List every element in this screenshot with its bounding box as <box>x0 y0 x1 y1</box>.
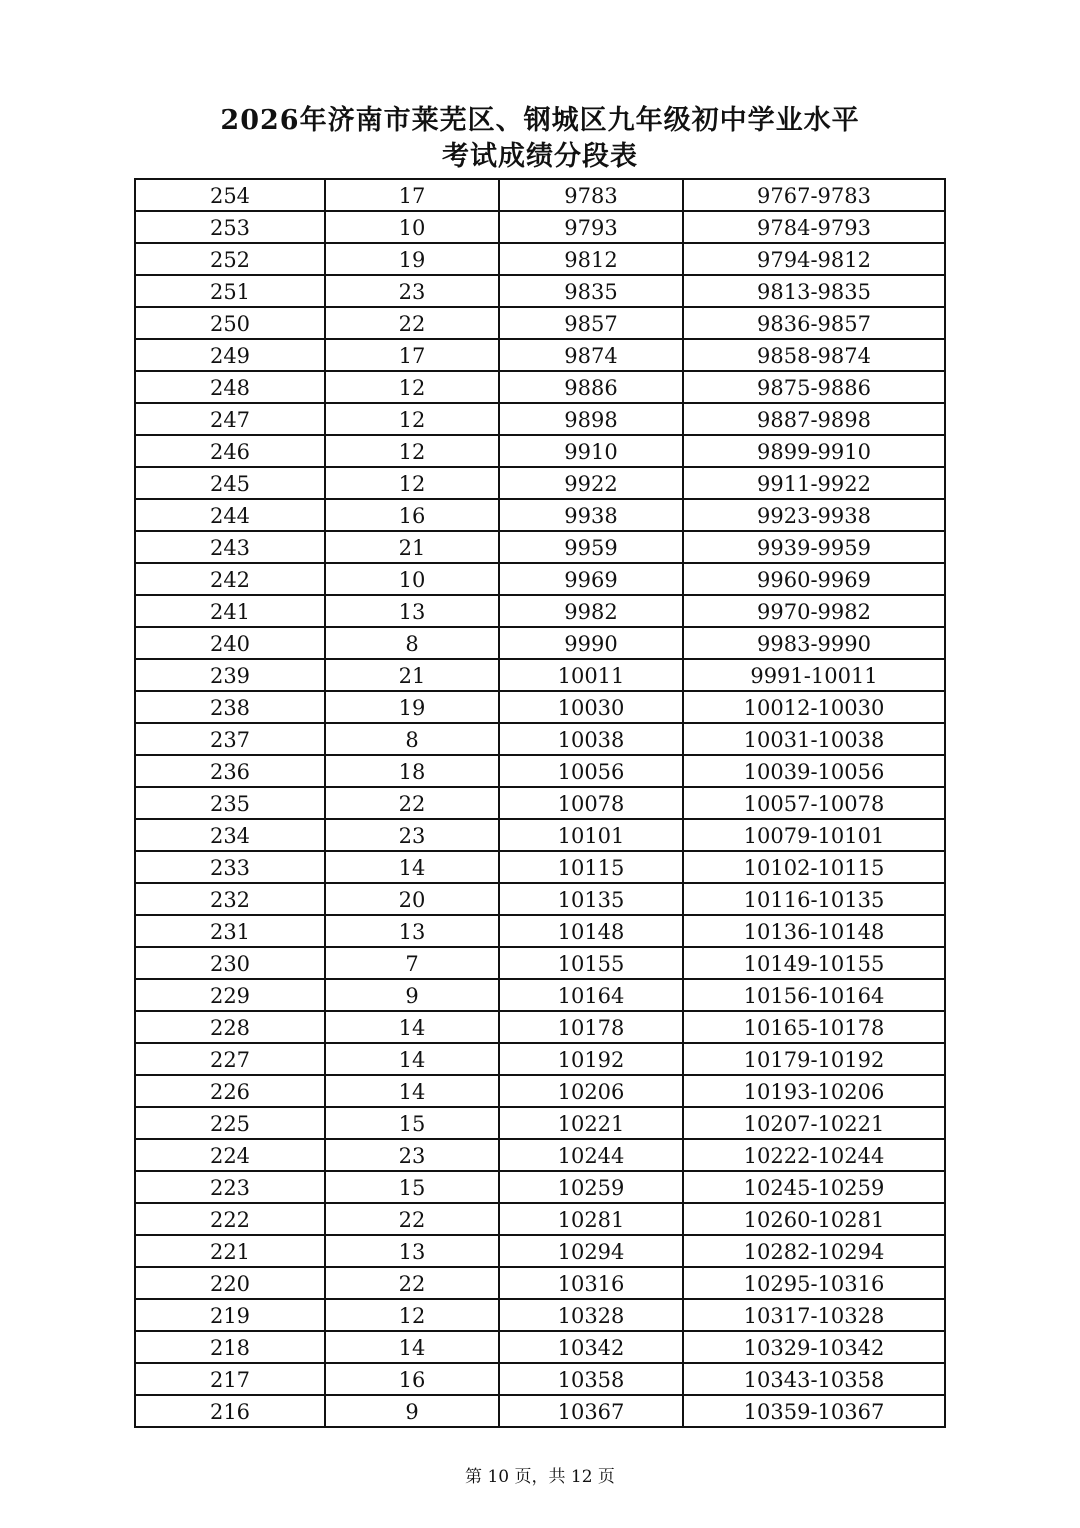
table-row <box>135 403 945 435</box>
count-cell: 12 <box>325 435 499 467</box>
rank-range-cell: 9899-9910 <box>683 435 945 467</box>
score-cell: 223 <box>135 1171 325 1203</box>
table-row <box>135 1043 945 1075</box>
table-row <box>135 1395 945 1427</box>
score-cell: 234 <box>135 819 325 851</box>
cumulative-cell: 10155 <box>499 947 683 979</box>
rank-range-cell: 10156-10164 <box>683 979 945 1011</box>
table-row <box>135 915 945 947</box>
cumulative-cell: 10011 <box>499 659 683 691</box>
count-cell: 15 <box>325 1107 499 1139</box>
table-row <box>135 691 945 723</box>
rank-range-cell: 10179-10192 <box>683 1043 945 1075</box>
score-cell: 241 <box>135 595 325 627</box>
table-row <box>135 243 945 275</box>
table-row <box>135 787 945 819</box>
document-title-line1: 2026年济南市莱芜区、钢城区九年级初中学业水平 <box>220 105 860 136</box>
cumulative-cell: 9857 <box>499 307 683 339</box>
count-cell: 12 <box>325 371 499 403</box>
cumulative-cell: 9812 <box>499 243 683 275</box>
count-cell: 23 <box>325 819 499 851</box>
count-cell: 12 <box>325 403 499 435</box>
score-cell: 218 <box>135 1331 325 1363</box>
score-cell: 250 <box>135 307 325 339</box>
table-row <box>135 371 945 403</box>
cumulative-cell: 9910 <box>499 435 683 467</box>
table-row <box>135 531 945 563</box>
table-row <box>135 595 945 627</box>
count-cell: 22 <box>325 307 499 339</box>
rank-range-cell: 10329-10342 <box>683 1331 945 1363</box>
table-row <box>135 627 945 659</box>
table-row <box>135 947 945 979</box>
table-row <box>135 755 945 787</box>
table-row <box>135 275 945 307</box>
table-row <box>135 979 945 1011</box>
cumulative-cell: 10078 <box>499 787 683 819</box>
count-cell: 13 <box>325 595 499 627</box>
table-row <box>135 1171 945 1203</box>
rank-range-cell: 10282-10294 <box>683 1235 945 1267</box>
table-row <box>135 883 945 915</box>
score-cell: 216 <box>135 1395 325 1427</box>
score-cell: 254 <box>135 179 325 211</box>
page-footer: 第 10 页，共 12 页 <box>465 1467 615 1487</box>
score-cell: 236 <box>135 755 325 787</box>
score-cell: 233 <box>135 851 325 883</box>
score-cell: 225 <box>135 1107 325 1139</box>
cumulative-cell: 9886 <box>499 371 683 403</box>
score-cell: 253 <box>135 211 325 243</box>
cumulative-cell: 9793 <box>499 211 683 243</box>
cumulative-cell: 9874 <box>499 339 683 371</box>
rank-range-cell: 9923-9938 <box>683 499 945 531</box>
cumulative-cell: 10148 <box>499 915 683 947</box>
count-cell: 18 <box>325 755 499 787</box>
cumulative-cell: 10316 <box>499 1267 683 1299</box>
rank-range-cell: 10359-10367 <box>683 1395 945 1427</box>
rank-range-cell: 10057-10078 <box>683 787 945 819</box>
count-cell: 23 <box>325 275 499 307</box>
table-row <box>135 1139 945 1171</box>
count-cell: 14 <box>325 1011 499 1043</box>
rank-range-cell: 10012-10030 <box>683 691 945 723</box>
rank-range-cell: 9911-9922 <box>683 467 945 499</box>
rank-range-cell: 10260-10281 <box>683 1203 945 1235</box>
cumulative-cell: 10342 <box>499 1331 683 1363</box>
rank-range-cell: 9813-9835 <box>683 275 945 307</box>
score-cell: 221 <box>135 1235 325 1267</box>
rank-range-cell: 10031-10038 <box>683 723 945 755</box>
rank-range-cell: 10222-10244 <box>683 1139 945 1171</box>
count-cell: 12 <box>325 1299 499 1331</box>
table-row <box>135 1267 945 1299</box>
count-cell: 14 <box>325 1331 499 1363</box>
table-row <box>135 307 945 339</box>
score-cell: 237 <box>135 723 325 755</box>
score-cell: 217 <box>135 1363 325 1395</box>
score-cell: 244 <box>135 499 325 531</box>
count-cell: 21 <box>325 659 499 691</box>
score-cell: 246 <box>135 435 325 467</box>
cumulative-cell: 10294 <box>499 1235 683 1267</box>
cumulative-cell: 10328 <box>499 1299 683 1331</box>
rank-range-cell: 10149-10155 <box>683 947 945 979</box>
score-cell: 251 <box>135 275 325 307</box>
table-row <box>135 1235 945 1267</box>
score-cell: 248 <box>135 371 325 403</box>
cumulative-cell: 9898 <box>499 403 683 435</box>
table-row <box>135 467 945 499</box>
table-row <box>135 1203 945 1235</box>
cumulative-cell: 10192 <box>499 1043 683 1075</box>
rank-range-cell: 10343-10358 <box>683 1363 945 1395</box>
table-row <box>135 1331 945 1363</box>
count-cell: 9 <box>325 979 499 1011</box>
table-row <box>135 499 945 531</box>
cumulative-cell: 10164 <box>499 979 683 1011</box>
score-cell: 243 <box>135 531 325 563</box>
score-cell: 229 <box>135 979 325 1011</box>
rank-range-cell: 9794-9812 <box>683 243 945 275</box>
score-cell: 227 <box>135 1043 325 1075</box>
score-cell: 245 <box>135 467 325 499</box>
rank-range-cell: 10079-10101 <box>683 819 945 851</box>
count-cell: 9 <box>325 1395 499 1427</box>
cumulative-cell: 10281 <box>499 1203 683 1235</box>
count-cell: 17 <box>325 179 499 211</box>
count-cell: 17 <box>325 339 499 371</box>
cumulative-cell: 9938 <box>499 499 683 531</box>
cumulative-cell: 10030 <box>499 691 683 723</box>
rank-range-cell: 10116-10135 <box>683 883 945 915</box>
rank-range-cell: 10207-10221 <box>683 1107 945 1139</box>
score-cell: 247 <box>135 403 325 435</box>
rank-range-cell: 9784-9793 <box>683 211 945 243</box>
count-cell: 16 <box>325 499 499 531</box>
count-cell: 10 <box>325 211 499 243</box>
rank-range-cell: 9858-9874 <box>683 339 945 371</box>
cumulative-cell: 10259 <box>499 1171 683 1203</box>
score-cell: 222 <box>135 1203 325 1235</box>
table-row <box>135 723 945 755</box>
cumulative-cell: 10367 <box>499 1395 683 1427</box>
table-row <box>135 1075 945 1107</box>
rank-range-cell: 9836-9857 <box>683 307 945 339</box>
rank-range-cell: 9983-9990 <box>683 627 945 659</box>
score-cell: 228 <box>135 1011 325 1043</box>
cumulative-cell: 10038 <box>499 723 683 755</box>
table-body <box>135 179 945 1427</box>
cumulative-cell: 9959 <box>499 531 683 563</box>
cumulative-cell: 10056 <box>499 755 683 787</box>
count-cell: 22 <box>325 1203 499 1235</box>
table-row <box>135 1011 945 1043</box>
rank-range-cell: 10295-10316 <box>683 1267 945 1299</box>
cumulative-cell: 10115 <box>499 851 683 883</box>
table-row <box>135 1107 945 1139</box>
count-cell: 19 <box>325 691 499 723</box>
cumulative-cell: 10244 <box>499 1139 683 1171</box>
score-cell: 249 <box>135 339 325 371</box>
score-cell: 235 <box>135 787 325 819</box>
rank-range-cell: 9970-9982 <box>683 595 945 627</box>
count-cell: 15 <box>325 1171 499 1203</box>
score-cell: 242 <box>135 563 325 595</box>
rank-range-cell: 10039-10056 <box>683 755 945 787</box>
count-cell: 21 <box>325 531 499 563</box>
cumulative-cell: 9969 <box>499 563 683 595</box>
count-cell: 19 <box>325 243 499 275</box>
score-cell: 220 <box>135 1267 325 1299</box>
score-cell: 231 <box>135 915 325 947</box>
table-row <box>135 659 945 691</box>
score-cell: 226 <box>135 1075 325 1107</box>
cumulative-cell: 9783 <box>499 179 683 211</box>
rank-range-cell: 9767-9783 <box>683 179 945 211</box>
count-cell: 14 <box>325 1043 499 1075</box>
cumulative-cell: 10101 <box>499 819 683 851</box>
count-cell: 16 <box>325 1363 499 1395</box>
table-row <box>135 211 945 243</box>
score-distribution-table <box>134 178 946 1428</box>
rank-range-cell: 10317-10328 <box>683 1299 945 1331</box>
count-cell: 13 <box>325 915 499 947</box>
count-cell: 7 <box>325 947 499 979</box>
table-row <box>135 1299 945 1331</box>
count-cell: 14 <box>325 851 499 883</box>
cumulative-cell: 9990 <box>499 627 683 659</box>
cumulative-cell: 10135 <box>499 883 683 915</box>
rank-range-cell: 9875-9886 <box>683 371 945 403</box>
count-cell: 13 <box>325 1235 499 1267</box>
count-cell: 12 <box>325 467 499 499</box>
table-row <box>135 1363 945 1395</box>
table-row <box>135 179 945 211</box>
score-cell: 232 <box>135 883 325 915</box>
count-cell: 8 <box>325 723 499 755</box>
cumulative-cell: 9982 <box>499 595 683 627</box>
cumulative-cell: 10358 <box>499 1363 683 1395</box>
score-cell: 240 <box>135 627 325 659</box>
count-cell: 22 <box>325 1267 499 1299</box>
table-row <box>135 339 945 371</box>
rank-range-cell: 10136-10148 <box>683 915 945 947</box>
count-cell: 22 <box>325 787 499 819</box>
rank-range-cell: 10193-10206 <box>683 1075 945 1107</box>
table-row <box>135 819 945 851</box>
document-title-line2: 考试成绩分段表 <box>442 141 638 172</box>
cumulative-cell: 10221 <box>499 1107 683 1139</box>
table-row <box>135 851 945 883</box>
rank-range-cell: 10102-10115 <box>683 851 945 883</box>
count-cell: 10 <box>325 563 499 595</box>
score-cell: 230 <box>135 947 325 979</box>
table-row <box>135 563 945 595</box>
rank-range-cell: 10165-10178 <box>683 1011 945 1043</box>
rank-range-cell: 9939-9959 <box>683 531 945 563</box>
score-cell: 239 <box>135 659 325 691</box>
rank-range-cell: 9960-9969 <box>683 563 945 595</box>
rank-range-cell: 10245-10259 <box>683 1171 945 1203</box>
cumulative-cell: 10206 <box>499 1075 683 1107</box>
count-cell: 14 <box>325 1075 499 1107</box>
score-cell: 252 <box>135 243 325 275</box>
rank-range-cell: 9991-10011 <box>683 659 945 691</box>
score-cell: 219 <box>135 1299 325 1331</box>
table-row <box>135 435 945 467</box>
count-cell: 20 <box>325 883 499 915</box>
cumulative-cell: 9922 <box>499 467 683 499</box>
cumulative-cell: 10178 <box>499 1011 683 1043</box>
count-cell: 8 <box>325 627 499 659</box>
score-cell: 224 <box>135 1139 325 1171</box>
cumulative-cell: 9835 <box>499 275 683 307</box>
count-cell: 23 <box>325 1139 499 1171</box>
score-cell: 238 <box>135 691 325 723</box>
rank-range-cell: 9887-9898 <box>683 403 945 435</box>
